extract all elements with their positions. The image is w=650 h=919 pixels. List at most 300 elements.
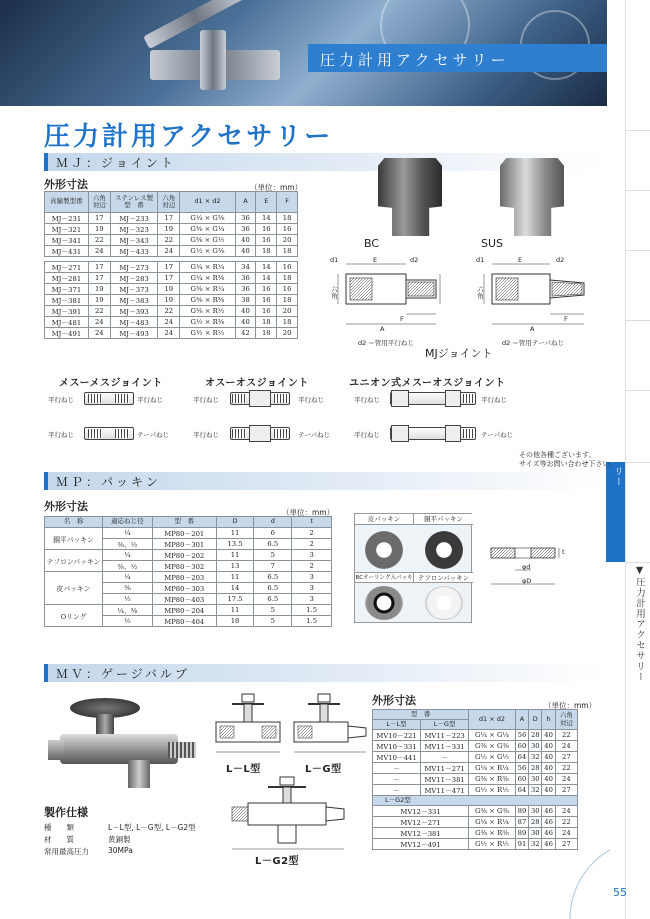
table-cell: 87 — [515, 817, 528, 828]
mj-col-header: d1 × d2 — [180, 192, 235, 213]
table-cell: 18 — [277, 273, 298, 284]
table-cell: MJ－371 — [45, 284, 89, 295]
table-cell: 16 — [256, 224, 277, 235]
table-row — [45, 246, 298, 257]
mv-type-label: L－G型 — [305, 764, 342, 775]
table-cell: 89 — [515, 806, 528, 817]
table-cell: 6.5 — [254, 539, 292, 550]
table-cell: 17 — [158, 213, 180, 224]
table-cell: 38 — [235, 295, 256, 306]
table-cell: 18 — [256, 328, 277, 339]
table-cell: 24 — [555, 828, 577, 839]
mj-photo-sus — [500, 158, 564, 236]
table-cell: MV12－491 — [373, 839, 469, 850]
table-cell: ½ — [102, 594, 152, 605]
table-row — [45, 213, 298, 224]
table-cell: 7 — [254, 561, 292, 572]
table-cell: 32 — [529, 839, 542, 850]
joint-label: テーパねじ — [298, 431, 331, 439]
page-title: 圧力計用アクセサリー — [44, 122, 334, 152]
table-cell: 18 — [277, 317, 298, 328]
joint-label: 平行ねじ — [48, 431, 74, 439]
table-cell: 3 — [292, 583, 332, 594]
table-cell: 32 — [529, 785, 542, 796]
joint-label: テーパねじ — [137, 431, 170, 439]
table-cell: 22 — [555, 730, 577, 741]
table-cell: 27 — [555, 752, 577, 763]
table-cell: G½ × R⅜ — [180, 317, 235, 328]
table-cell: 1.5 — [292, 616, 332, 627]
table-cell: MV11－331 — [421, 741, 469, 752]
mv-type-label: L－L型 — [226, 764, 261, 775]
table-cell: 22 — [555, 763, 577, 774]
mp-photo-leather — [365, 531, 403, 569]
mp-photo-label: テフロンパッキン — [414, 572, 473, 583]
section-header-mp: ＭＰ：パッキン — [44, 472, 604, 490]
joint-label: 平行ねじ — [354, 396, 380, 404]
mv-col-header: 六角 対辺 — [555, 710, 577, 730]
mp-photo-label: 銅平パッキン — [414, 514, 473, 525]
table-cell: 13 — [216, 561, 254, 572]
table-cell: MJ－273 — [110, 262, 158, 273]
page-number: 55 — [613, 886, 627, 899]
mj-col-header: 真鍮製型番 — [45, 192, 89, 213]
mj-table — [44, 191, 298, 339]
mv-spec-value: L－L型, L－G型, L－G2型 — [108, 823, 196, 832]
table-cell: 24 — [555, 806, 577, 817]
table-cell: 89 — [515, 828, 528, 839]
mp-col-header: 名 称 — [45, 517, 103, 528]
table-cell: MJ－343 — [110, 235, 158, 246]
mj-col-header: 六角 対辺 — [158, 192, 180, 213]
table-cell: 40 — [542, 752, 555, 763]
mj-table-body-a — [45, 213, 298, 257]
table-cell: 20 — [277, 235, 298, 246]
table-cell: MJ－231 — [45, 213, 89, 224]
table-cell: ¼ — [102, 550, 152, 561]
mj-dims-label: 外形寸法 — [44, 178, 88, 191]
table-row — [373, 774, 578, 785]
mp-dim-t: t — [562, 548, 565, 556]
table-cell: G¼ × G¼ — [469, 730, 516, 741]
joint-label: 平行ねじ — [193, 431, 219, 439]
mj-dim-d2: d2 — [410, 256, 419, 264]
mv-col-header: h — [542, 710, 555, 730]
table-cell: 24 — [158, 317, 180, 328]
mj-col-header: 六角 対辺 — [88, 192, 110, 213]
mv-unit: （単位：mm） — [544, 701, 597, 710]
mp-col-header: 型 番 — [152, 517, 216, 528]
joint-label: 平行ねじ — [481, 396, 507, 404]
side-tab-active-label: ▼圧力計用アクセサリー — [612, 466, 637, 562]
table-cell: 17 — [88, 213, 110, 224]
table-cell: G½ × R½ — [469, 785, 516, 796]
table-cell: － — [421, 752, 469, 763]
table-cell: 6.5 — [254, 594, 292, 605]
table-row — [45, 528, 332, 539]
table-cell: G¼ × R¼ — [180, 262, 235, 273]
table-cell: 17 — [88, 262, 110, 273]
mv-drawing-ll — [208, 692, 288, 758]
table-cell: MV11－271 — [421, 763, 469, 774]
table-cell: 64 — [515, 785, 528, 796]
mj-photo-sus-label: SUS — [481, 237, 504, 250]
mv-drawing-lg2 — [228, 775, 346, 855]
table-cell: G⅜ × G¼ — [180, 224, 235, 235]
table-cell: MV10－331 — [373, 741, 421, 752]
table-cell: 16 — [277, 262, 298, 273]
table-cell: 32 — [529, 752, 542, 763]
table-cell: MJ－283 — [110, 273, 158, 284]
mv-col-header: d1 × d2 — [469, 710, 516, 730]
table-row — [373, 806, 578, 817]
mp-col-header: d — [254, 517, 292, 528]
table-cell: MJ－481 — [45, 317, 89, 328]
mv-spec-key: 常用最高圧力 — [44, 847, 89, 856]
table-cell: MJ－493 — [110, 328, 158, 339]
mv-table — [372, 709, 578, 850]
mp-group-name: 皮パッキン — [45, 572, 103, 605]
table-cell: 40 — [235, 246, 256, 257]
table-cell: G⅜ × G⅜ — [469, 806, 516, 817]
mv-spec-value: 30MPa — [108, 846, 133, 855]
table-cell: 30 — [529, 806, 542, 817]
table-cell: 1.5 — [292, 605, 332, 616]
table-cell: － — [373, 774, 421, 785]
side-index — [625, 0, 650, 919]
mj-photo-bc-label: BC — [364, 237, 380, 250]
mp-col-header: 適応ねじ径 — [102, 517, 152, 528]
mv-type-label: L－G2型 — [255, 856, 300, 867]
table-cell: 40 — [542, 774, 555, 785]
table-cell: 40 — [542, 763, 555, 774]
table-row — [45, 605, 332, 616]
table-cell: MJ－373 — [110, 284, 158, 295]
table-cell: 11 — [216, 572, 254, 583]
table-cell: 56 — [515, 763, 528, 774]
table-row — [45, 262, 298, 273]
table-cell: MV12－381 — [373, 828, 469, 839]
table-cell: 19 — [88, 295, 110, 306]
table-cell: MP80－201 — [152, 528, 216, 539]
table-row — [45, 224, 298, 235]
table-cell: G⅜ × G⅜ — [469, 741, 516, 752]
table-cell: 60 — [515, 774, 528, 785]
table-cell: 16 — [256, 295, 277, 306]
table-cell: 40 — [235, 235, 256, 246]
mv-col-header: 型 番 — [373, 710, 469, 720]
table-cell: G½ × G⅜ — [180, 246, 235, 257]
mj-dim-hex: 六角 — [476, 286, 484, 299]
table-cell: 16 — [277, 284, 298, 295]
table-cell: 36 — [235, 284, 256, 295]
table-cell: 17 — [88, 273, 110, 284]
table-cell: G⅜ × R⅜ — [180, 295, 235, 306]
table-cell: 18 — [277, 213, 298, 224]
table-row — [45, 284, 298, 295]
mv-table-body — [373, 730, 578, 796]
table-row — [45, 295, 298, 306]
table-cell: 16 — [256, 284, 277, 295]
table-cell: 34 — [235, 262, 256, 273]
table-cell: － — [373, 785, 421, 796]
table-cell: 91 — [515, 839, 528, 850]
mj-drawing-parallel — [326, 252, 468, 344]
table-cell: ¼、⅜ — [102, 605, 152, 616]
table-row — [373, 785, 578, 796]
mp-group-name: 銅平パッキン — [45, 528, 103, 550]
table-cell: 11 — [216, 605, 254, 616]
table-cell: MP80－203 — [152, 572, 216, 583]
mp-table — [44, 516, 332, 627]
table-row — [373, 817, 578, 828]
joint-fitting-mm-taper — [230, 427, 290, 440]
table-cell: G⅜ × R½ — [180, 306, 235, 317]
mv-table-header — [373, 710, 578, 720]
table-cell: 17.5 — [216, 594, 254, 605]
table-cell: 19 — [158, 284, 180, 295]
table-cell: 36 — [235, 273, 256, 284]
table-cell: 14 — [256, 262, 277, 273]
table-cell: G⅜ × R¼ — [180, 284, 235, 295]
table-cell: 14 — [256, 273, 277, 284]
table-cell: 22 — [555, 817, 577, 828]
mj-dim-f: F — [564, 315, 568, 323]
table-cell: G¼ × G⅜ — [180, 213, 235, 224]
table-cell: 64 — [515, 752, 528, 763]
table-cell: MJ－321 — [45, 224, 89, 235]
mj-dim-d1: d1 — [476, 256, 485, 264]
table-cell: G⅜ × R⅜ — [469, 774, 516, 785]
table-cell: ¼ — [102, 528, 152, 539]
table-cell: － — [373, 763, 421, 774]
table-cell: 18 — [256, 246, 277, 257]
table-row — [373, 839, 578, 850]
side-tab-active[interactable] — [606, 462, 637, 562]
mp-photo-teflon — [425, 586, 463, 620]
mp-unit: （単位：mm） — [282, 508, 335, 517]
mp-dims-label: 外形寸法 — [44, 500, 88, 513]
mp-photo-label: BCオーリング入パッキ — [355, 572, 414, 583]
table-cell: 5 — [254, 550, 292, 561]
table-cell: MV12－331 — [373, 806, 469, 817]
joint-fitting-ff-parallel — [84, 392, 134, 405]
table-cell: 2 — [292, 539, 332, 550]
joint-fitting-union-parallel — [390, 392, 476, 405]
mv-photo — [48, 690, 203, 795]
joint-note: その他各種ございます。 — [519, 451, 596, 459]
table-cell: MP80－403 — [152, 594, 216, 605]
table-cell: 22 — [88, 235, 110, 246]
table-cell: MP80－404 — [152, 616, 216, 627]
joint-label: 平行ねじ — [354, 431, 380, 439]
table-cell: MV10－221 — [373, 730, 421, 741]
table-cell: 24 — [88, 246, 110, 257]
mp-col-header: D — [216, 517, 254, 528]
table-cell: MJ－391 — [45, 306, 89, 317]
table-cell: MV11－471 — [421, 785, 469, 796]
table-cell: ½ — [102, 616, 152, 627]
mj-drawing-caption: MJジョイント — [425, 347, 493, 360]
table-cell: MJ－393 — [110, 306, 158, 317]
joint-type-title: ユニオン式メスーオスジョイント — [349, 378, 506, 389]
table-cell: 36 — [235, 224, 256, 235]
table-cell: G⅜ × R⅜ — [469, 828, 516, 839]
table-cell: 19 — [158, 295, 180, 306]
table-cell: ¼ — [102, 572, 152, 583]
table-cell: 46 — [542, 828, 555, 839]
mj-col-header: E — [256, 192, 277, 213]
mv-col-header: L－L型 — [373, 720, 421, 730]
table-cell: MV12－271 — [373, 817, 469, 828]
mj-dim-f: F — [400, 315, 404, 323]
table-cell: 14 — [256, 213, 277, 224]
table-cell: 16 — [277, 224, 298, 235]
mp-table-body — [45, 528, 332, 627]
mv-g2-header: L－G2型 — [373, 796, 578, 806]
table-cell: MJ－281 — [45, 273, 89, 284]
table-cell: 24 — [555, 741, 577, 752]
table-cell: 27 — [555, 839, 577, 850]
table-row — [373, 828, 578, 839]
table-cell: 14 — [216, 583, 254, 594]
table-cell: 6.5 — [254, 572, 292, 583]
table-cell: 17 — [158, 262, 180, 273]
table-cell: G½ × G½ — [469, 752, 516, 763]
mv-spec-title: 製作仕様 — [44, 806, 88, 819]
table-cell: 13.5 — [216, 539, 254, 550]
joint-type-title: メスーメスジョイント — [59, 378, 163, 389]
table-row — [373, 763, 578, 774]
table-cell: MJ－233 — [110, 213, 158, 224]
table-cell: 5 — [254, 616, 292, 627]
table-cell: 20 — [277, 306, 298, 317]
table-cell: 46 — [542, 839, 555, 850]
table-cell: 3 — [292, 594, 332, 605]
table-row — [45, 235, 298, 246]
table-cell: 28 — [529, 730, 542, 741]
table-cell: 42 — [235, 328, 256, 339]
joint-label: 平行ねじ — [298, 396, 324, 404]
table-cell: MP80－302 — [152, 561, 216, 572]
table-cell: 60 — [515, 741, 528, 752]
table-cell: 5 — [254, 605, 292, 616]
mj-dim-a: A — [530, 325, 535, 333]
table-cell: MP80－303 — [152, 583, 216, 594]
mj-dim-e: E — [518, 256, 523, 264]
table-cell: 18 — [256, 317, 277, 328]
table-cell: 16 — [256, 306, 277, 317]
mj-dim-e: E — [373, 256, 378, 264]
table-cell: MJ－383 — [110, 295, 158, 306]
banner-title-strip — [308, 44, 607, 72]
table-row — [45, 572, 332, 583]
side-tab-inactive-label[interactable]: ▼圧力計用アクセサリー — [634, 565, 645, 682]
table-cell: 16 — [256, 235, 277, 246]
table-cell: MJ－323 — [110, 224, 158, 235]
joint-fitting-mm-parallel — [230, 392, 290, 405]
table-cell: 40 — [542, 785, 555, 796]
table-cell: 40 — [235, 317, 256, 328]
table-cell: MP80－204 — [152, 605, 216, 616]
table-cell: 24 — [555, 774, 577, 785]
table-cell: MV10－441 — [373, 752, 421, 763]
table-cell: G½ × R½ — [180, 328, 235, 339]
table-cell: G¼ × R⅜ — [180, 273, 235, 284]
joint-fitting-union-taper — [390, 427, 476, 440]
table-cell: 30 — [529, 828, 542, 839]
table-cell: 36 — [235, 213, 256, 224]
table-cell: 30 — [529, 774, 542, 785]
table-cell: 11 — [216, 528, 254, 539]
table-cell: 17 — [158, 273, 180, 284]
table-row — [373, 730, 578, 741]
table-cell: MJ－431 — [45, 246, 89, 257]
mp-table-header — [45, 517, 332, 528]
table-cell: 19 — [158, 224, 180, 235]
table-cell: MJ－433 — [110, 246, 158, 257]
table-cell: 46 — [542, 806, 555, 817]
table-cell: 40 — [542, 741, 555, 752]
table-cell: 24 — [158, 328, 180, 339]
table-cell: 27 — [555, 785, 577, 796]
table-cell: 18 — [277, 295, 298, 306]
table-cell: 19 — [88, 224, 110, 235]
mj-table-body-b — [45, 262, 298, 339]
joint-label: 平行ねじ — [193, 396, 219, 404]
table-cell: 28 — [529, 817, 542, 828]
mp-photo-oring — [365, 586, 403, 620]
table-row — [45, 273, 298, 284]
table-row — [45, 306, 298, 317]
mp-group-name: テフロンパッキン — [45, 550, 103, 572]
table-cell: ⅜ — [102, 583, 152, 594]
joint-type-title: オスーオスジョイント — [205, 378, 309, 389]
joint-label: 平行ねじ — [48, 396, 74, 404]
mp-group-name: Oリング — [45, 605, 103, 627]
mv-col-header: L－G型 — [421, 720, 469, 730]
mj-drawing-taper — [472, 252, 614, 344]
joint-note: サイズ等お問い合わせ下さい。 — [519, 460, 617, 468]
table-cell: 22 — [158, 235, 180, 246]
table-cell: MV11－381 — [421, 774, 469, 785]
mp-photo-copper — [425, 531, 463, 569]
table-cell: G½ × R½ — [469, 839, 516, 850]
mp-col-header: t — [292, 517, 332, 528]
table-cell: 56 — [515, 730, 528, 741]
table-cell: MP80－301 — [152, 539, 216, 550]
table-cell: 24 — [158, 246, 180, 257]
mp-photo-panel — [354, 513, 472, 623]
mj-dim-d1: d1 — [330, 256, 339, 264]
table-cell: MV11－223 — [421, 730, 469, 741]
table-row — [45, 317, 298, 328]
table-cell: 3 — [292, 550, 332, 561]
banner-pipe — [143, 0, 247, 49]
joint-fitting-ff-taper — [84, 427, 134, 440]
table-cell: MJ－381 — [45, 295, 89, 306]
table-cell: 2 — [292, 561, 332, 572]
table-cell: 22 — [158, 306, 180, 317]
mj-note-left: d2 ＝管用平行ねじ — [358, 339, 414, 347]
mj-photo-bc — [378, 158, 442, 236]
mp-dim-D: φD — [522, 577, 532, 585]
mp-dim-d: φd — [522, 563, 531, 571]
table-row — [45, 550, 332, 561]
section-header-mv: ＭＶ：ゲージバルブ — [44, 664, 604, 682]
table-row — [373, 741, 578, 752]
mj-table-header — [45, 192, 298, 213]
